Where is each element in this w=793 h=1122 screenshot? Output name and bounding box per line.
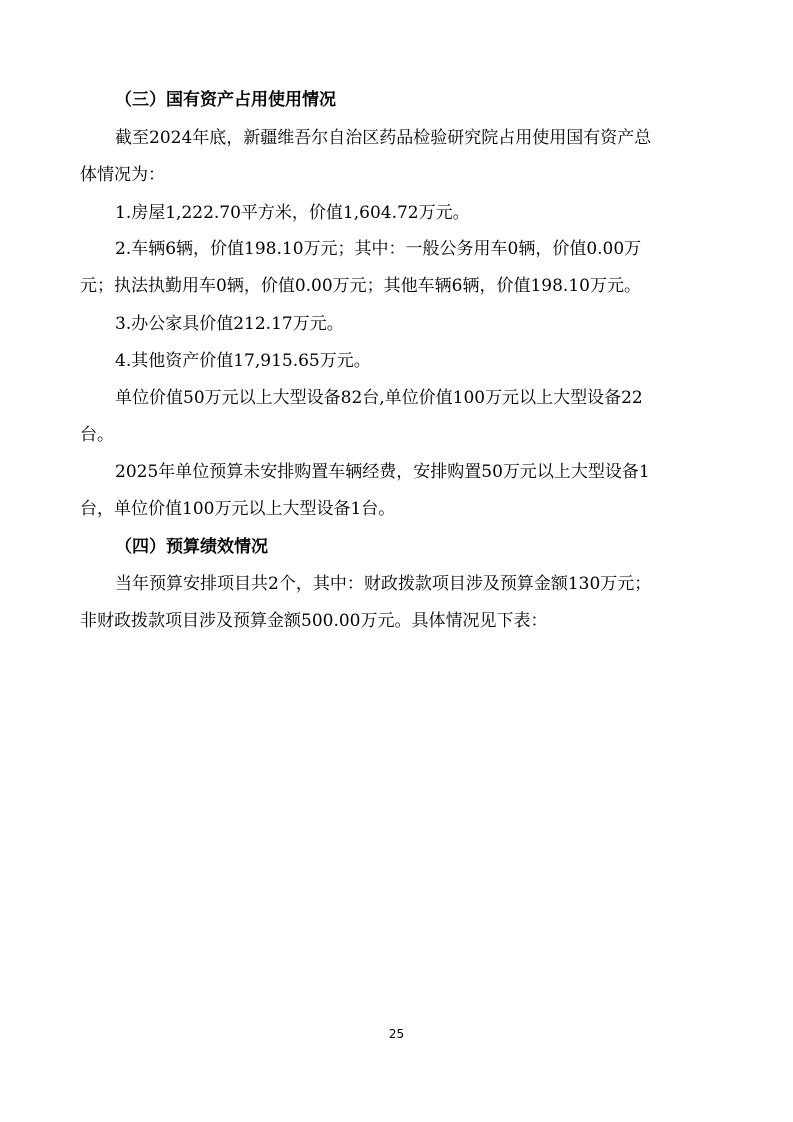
asset-item-vehicles-line-1: 2.车辆6辆，价值198.10万元；其中：一般公务用车0辆，价值0.00万 (115, 239, 642, 259)
section-3-heading: （三）国有资产占用使用情况 (115, 90, 336, 110)
budget-2025-line-1: 2025年单位预算未安排购置车辆经费，安排购置50万元以上大型设备1 (115, 462, 650, 482)
asset-item-buildings: 1.房屋1,222.70平方米，价值1,604.72万元。 (115, 203, 470, 223)
asset-item-vehicles-line-2: 元；执法执勤用车0辆，价值0.00万元；其他车辆6辆，价值198.10万元。 (80, 276, 641, 296)
budget-2025-line-2: 台，单位价值100万元以上大型设备1台。 (80, 499, 396, 519)
section-4-heading: （四）预算绩效情况 (115, 537, 268, 557)
equipment-line-1: 单位价值50万元以上大型设备82台,单位价值100万元以上大型设备22 (115, 388, 643, 408)
section-4-body-line-2: 非财政拨款项目涉及预算金额500.00万元。具体情况见下表： (80, 611, 548, 631)
section-3-intro-line-2: 体情况为： (80, 165, 165, 185)
asset-item-other: 4.其他资产价值17,915.65万元。 (115, 351, 371, 371)
section-4-body-line-1: 当年预算安排项目共2个，其中：财政拨款项目涉及预算金额130万元； (115, 574, 652, 594)
equipment-line-2: 台。 (80, 425, 114, 445)
page-number: 25 (388, 1027, 405, 1041)
section-3-intro-line-1: 截至2024年底，新疆维吾尔自治区药品检验研究院占用使用国有资产总 (115, 128, 652, 148)
asset-item-furniture: 3.办公家具价值212.17万元。 (115, 314, 344, 334)
